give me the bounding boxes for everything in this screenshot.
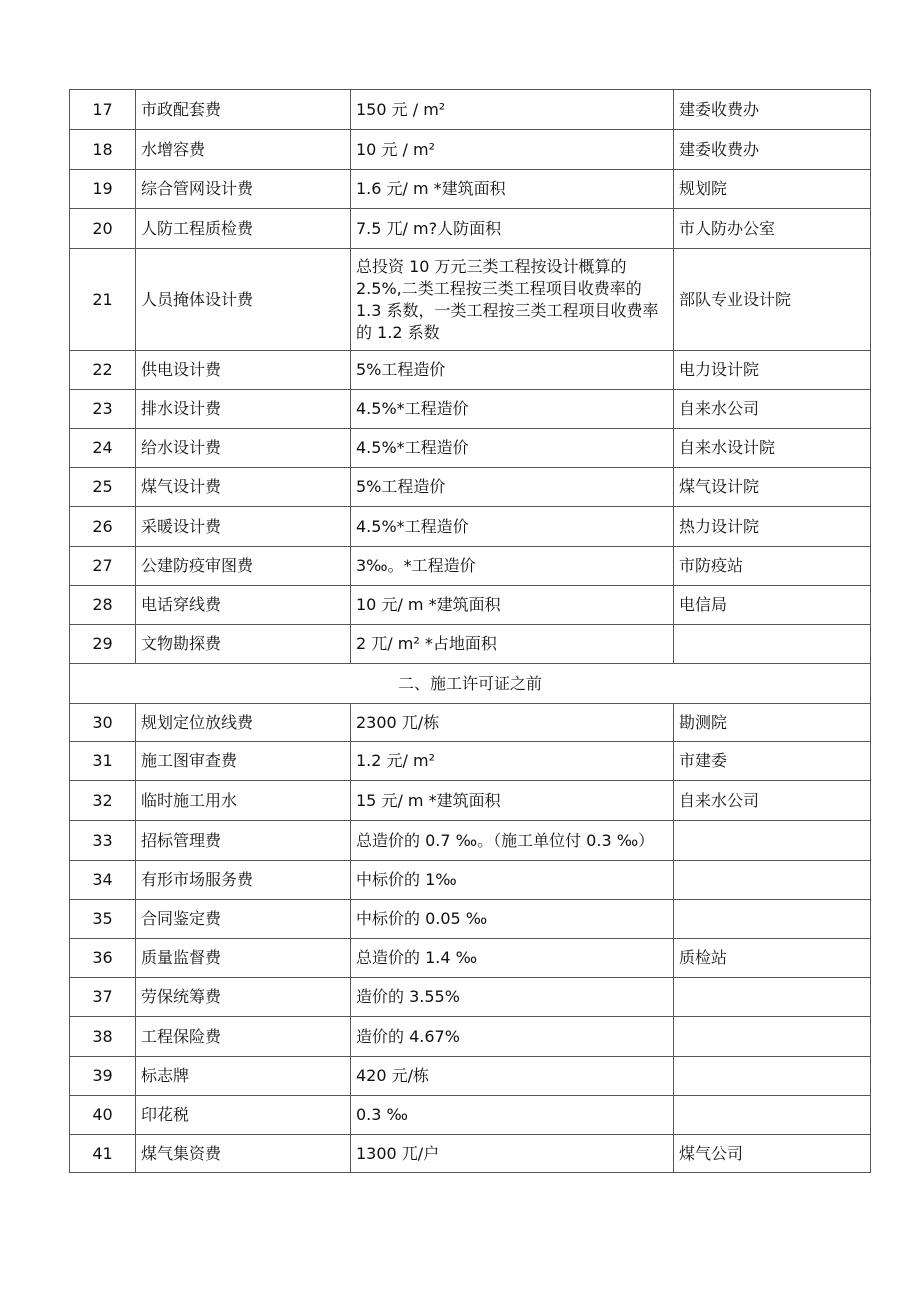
fee-item: 质量监督费 <box>136 939 351 978</box>
fee-item: 工程保险费 <box>136 1017 351 1057</box>
fee-standard: 总造价的 0.7 ‰。（施工单位付 0.3 ‰） <box>351 821 674 861</box>
row-number: 20 <box>70 209 136 249</box>
fee-standard: 中标价的 0.05 ‰ <box>351 900 674 939</box>
fee-standard: 总造价的 1.4 ‰ <box>351 939 674 978</box>
table-row <box>70 507 871 547</box>
row-number: 25 <box>70 468 136 507</box>
table-row <box>70 170 871 209</box>
collecting-dept: 质检站 <box>674 939 871 978</box>
fee-item: 综合管网设计费 <box>136 170 351 209</box>
fee-standard: 1300 兀/户 <box>351 1135 674 1173</box>
collecting-dept: 自来水公司 <box>674 390 871 429</box>
collecting-dept: 建委收费办 <box>674 90 871 130</box>
fee-standard: 2300 兀/栋 <box>351 704 674 742</box>
fee-item: 印花税 <box>136 1096 351 1135</box>
fee-item: 排水设计费 <box>136 390 351 429</box>
section-row <box>70 664 871 704</box>
collecting-dept: 规划院 <box>674 170 871 209</box>
row-number: 26 <box>70 507 136 547</box>
row-number: 31 <box>70 742 136 781</box>
fee-standard: 造价的 3.55% <box>351 978 674 1017</box>
table-row <box>70 468 871 507</box>
table-row <box>70 742 871 781</box>
row-number: 38 <box>70 1017 136 1057</box>
table-row <box>70 90 871 130</box>
table-row <box>70 249 871 351</box>
table-row <box>70 1135 871 1173</box>
row-number: 29 <box>70 625 136 664</box>
collecting-dept: 电力设计院 <box>674 351 871 390</box>
table-row <box>70 900 871 939</box>
section-title: 二、施工许可证之前 <box>70 664 871 704</box>
fee-standard: 总投资 10 万元三类工程按设计概算的 2.5%,二类工程按三类工程项目收费率的 1.3 系数，一类工程按三类工程项目收费率的 1.2 系数 <box>351 249 674 351</box>
fee-item: 煤气集资费 <box>136 1135 351 1173</box>
table-row <box>70 781 871 821</box>
fee-item: 供电设计费 <box>136 351 351 390</box>
collecting-dept <box>674 821 871 861</box>
collecting-dept: 煤气设计院 <box>674 468 871 507</box>
table-row <box>70 351 871 390</box>
table-row <box>70 130 871 170</box>
row-number: 30 <box>70 704 136 742</box>
fee-item: 招标管理费 <box>136 821 351 861</box>
table-row <box>70 625 871 664</box>
table-row <box>70 939 871 978</box>
table-row <box>70 1057 871 1096</box>
row-number: 17 <box>70 90 136 130</box>
fee-item: 市政配套费 <box>136 90 351 130</box>
row-number: 36 <box>70 939 136 978</box>
collecting-dept: 煤气公司 <box>674 1135 871 1173</box>
collecting-dept: 市建委 <box>674 742 871 781</box>
row-number: 23 <box>70 390 136 429</box>
row-number: 28 <box>70 586 136 625</box>
fee-item: 有形市场服务费 <box>136 861 351 900</box>
row-number: 21 <box>70 249 136 351</box>
fee-item: 标志牌 <box>136 1057 351 1096</box>
table-row <box>70 586 871 625</box>
fee-standard: 4.5%*工程造价 <box>351 390 674 429</box>
table-row <box>70 704 871 742</box>
fee-standard: 10 元 / m² <box>351 130 674 170</box>
fee-standard: 5%工程造价 <box>351 351 674 390</box>
table-row <box>70 861 871 900</box>
row-number: 40 <box>70 1096 136 1135</box>
row-number: 34 <box>70 861 136 900</box>
row-number: 32 <box>70 781 136 821</box>
fee-item: 施工图审查费 <box>136 742 351 781</box>
fee-standard: 1.2 元/ m² <box>351 742 674 781</box>
collecting-dept: 自来水设计院 <box>674 429 871 468</box>
table-row <box>70 429 871 468</box>
fee-item: 采暖设计费 <box>136 507 351 547</box>
collecting-dept <box>674 1057 871 1096</box>
fee-standard: 5%工程造价 <box>351 468 674 507</box>
fee-item: 给水设计费 <box>136 429 351 468</box>
fee-standard: 10 元/ m *建筑面积 <box>351 586 674 625</box>
fee-item: 临时施工用水 <box>136 781 351 821</box>
table-row <box>70 390 871 429</box>
collecting-dept <box>674 978 871 1017</box>
table-row <box>70 209 871 249</box>
fee-standard: 7.5 兀/ m?人防面积 <box>351 209 674 249</box>
collecting-dept: 建委收费办 <box>674 130 871 170</box>
collecting-dept: 电信局 <box>674 586 871 625</box>
fee-standard: 15 元/ m *建筑面积 <box>351 781 674 821</box>
fee-item: 水增容费 <box>136 130 351 170</box>
row-number: 19 <box>70 170 136 209</box>
fee-item: 人防工程质检费 <box>136 209 351 249</box>
table-row <box>70 978 871 1017</box>
collecting-dept <box>674 861 871 900</box>
collecting-dept: 勘测院 <box>674 704 871 742</box>
fee-standard: 造价的 4.67% <box>351 1017 674 1057</box>
table-row <box>70 821 871 861</box>
fee-standard: 1.6 元/ m *建筑面积 <box>351 170 674 209</box>
fee-standard: 4.5%*工程造价 <box>351 507 674 547</box>
row-number: 41 <box>70 1135 136 1173</box>
fee-standard: 0.3 ‰ <box>351 1096 674 1135</box>
fee-item: 人员掩体设计费 <box>136 249 351 351</box>
collecting-dept: 热力设计院 <box>674 507 871 547</box>
collecting-dept: 市防疫站 <box>674 547 871 586</box>
fee-standard: 3‰。*工程造价 <box>351 547 674 586</box>
table-row <box>70 1096 871 1135</box>
row-number: 35 <box>70 900 136 939</box>
collecting-dept: 市人防办公室 <box>674 209 871 249</box>
fee-item: 规划定位放线费 <box>136 704 351 742</box>
fee-item: 煤气设计费 <box>136 468 351 507</box>
collecting-dept <box>674 900 871 939</box>
fee-item: 电话穿线费 <box>136 586 351 625</box>
fee-table <box>69 89 871 1173</box>
row-number: 24 <box>70 429 136 468</box>
collecting-dept: 部队专业设计院 <box>674 249 871 351</box>
fee-standard: 2 兀/ m² *占地面积 <box>351 625 674 664</box>
table-row <box>70 547 871 586</box>
table-row <box>70 1017 871 1057</box>
fee-item: 文物勘探费 <box>136 625 351 664</box>
fee-item: 劳保统筹费 <box>136 978 351 1017</box>
fee-standard: 中标价的 1‰ <box>351 861 674 900</box>
collecting-dept <box>674 1017 871 1057</box>
collecting-dept <box>674 1096 871 1135</box>
row-number: 39 <box>70 1057 136 1096</box>
row-number: 18 <box>70 130 136 170</box>
row-number: 37 <box>70 978 136 1017</box>
fee-standard: 150 元 / m² <box>351 90 674 130</box>
row-number: 27 <box>70 547 136 586</box>
row-number: 33 <box>70 821 136 861</box>
row-number: 22 <box>70 351 136 390</box>
collecting-dept <box>674 625 871 664</box>
fee-item: 公建防疫审图费 <box>136 547 351 586</box>
fee-item: 合同鉴定费 <box>136 900 351 939</box>
collecting-dept: 自来水公司 <box>674 781 871 821</box>
fee-standard: 4.5%*工程造价 <box>351 429 674 468</box>
fee-standard: 420 元/栋 <box>351 1057 674 1096</box>
